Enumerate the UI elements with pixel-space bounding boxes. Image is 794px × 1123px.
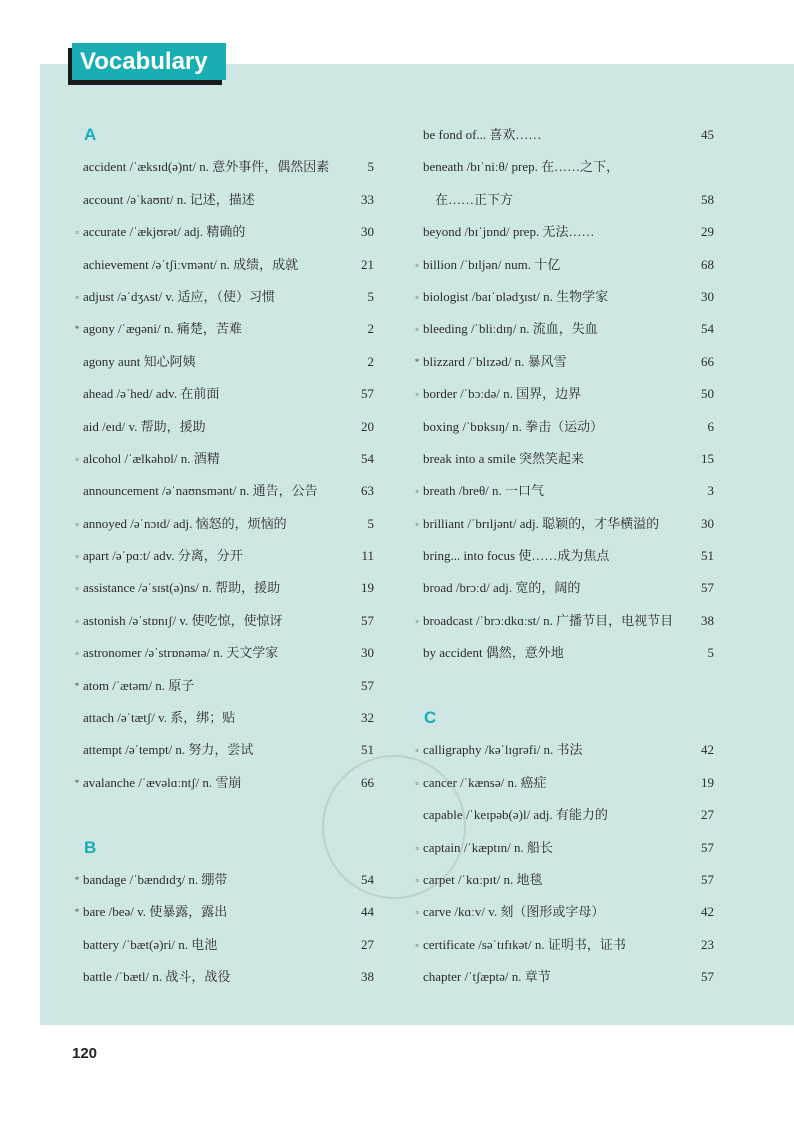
entry-marker-icon: ▫	[415, 907, 419, 918]
entry-marker-icon: *	[74, 907, 80, 918]
vocab-entry	[412, 443, 712, 475]
entry-marker-icon: ▫	[415, 389, 419, 400]
vocab-entry	[412, 249, 712, 281]
entry-text: achievement /əˈtʃiːvmənt/ n. 成绩，成就	[83, 256, 299, 272]
vocab-entry	[72, 151, 372, 183]
entry-marker-icon: ▫	[415, 777, 419, 788]
entry-marker-icon: ▫	[415, 486, 419, 497]
vocab-entry	[412, 961, 712, 993]
vocab-entry	[72, 216, 372, 248]
entry-text: bleeding /ˈbliːdɪŋ/ n. 流血，失血	[423, 321, 598, 337]
entry-page-number: 29	[701, 224, 714, 240]
vocab-entry	[72, 443, 372, 475]
entry-page-number: 57	[701, 839, 714, 855]
vocab-entry	[412, 929, 712, 961]
vocab-entry	[412, 216, 712, 248]
entry-page-number: 19	[701, 774, 714, 790]
entry-text: beyond /bɪˈjɒnd/ prep. 无法……	[423, 224, 595, 240]
vocab-entry	[412, 572, 712, 604]
entry-text: carpet /ˈkɑːpɪt/ n. 地毯	[423, 871, 543, 887]
section-gap	[412, 670, 712, 702]
entry-page-number: 5	[367, 515, 374, 531]
entry-page-number: 30	[701, 515, 714, 531]
entry-page-number: 27	[361, 936, 374, 952]
vocab-entry	[72, 540, 372, 572]
vocab-entry	[72, 184, 372, 216]
entry-text: brilliant /ˈbrɪljənt/ adj. 聪颖的，才华横溢的	[423, 515, 660, 531]
entry-text: account /əˈkaʊnt/ n. 记述，描述	[83, 191, 255, 207]
section-letter: C	[424, 708, 437, 728]
entry-text: biologist /baɪˈɒlədʒɪst/ n. 生物学家	[423, 288, 609, 304]
entry-page-number: 57	[701, 871, 714, 887]
vocab-entry	[72, 572, 372, 604]
entry-page-number: 66	[701, 353, 714, 369]
entry-page-number: 20	[361, 418, 374, 434]
entry-marker-icon: ▫	[75, 648, 79, 659]
vocab-entry	[412, 508, 712, 540]
entry-page-number: 57	[361, 386, 374, 402]
entry-text: ahead /əˈhed/ adv. 在前面	[83, 386, 220, 402]
entry-marker-icon: ▫	[75, 453, 79, 464]
vocab-entry	[412, 346, 712, 378]
entry-text: astonish /əˈstɒnɪʃ/ v. 使吃惊，使惊讶	[83, 612, 283, 628]
entry-text: cancer /ˈkænsə/ n. 癌症	[423, 774, 547, 790]
entry-page-number: 54	[361, 871, 374, 887]
entry-text: annoyed /əˈnɔɪd/ adj. 恼怒的，烦恼的	[83, 515, 287, 531]
vocab-entry	[72, 605, 372, 637]
entry-text: agony aunt 知心阿姨	[83, 353, 196, 369]
vocab-entry	[412, 799, 712, 831]
entry-page-number: 57	[361, 677, 374, 693]
entry-page-number: 5	[367, 288, 374, 304]
vocab-entry	[72, 508, 372, 540]
entry-page-number: 51	[361, 742, 374, 758]
entry-page-number: 68	[701, 256, 714, 272]
vocab-entry	[72, 929, 372, 961]
entry-marker-icon: ▫	[75, 291, 79, 302]
entry-page-number: 30	[701, 288, 714, 304]
entry-text: bandage /ˈbændɪdʒ/ n. 绷带	[83, 871, 228, 887]
vocab-entry	[72, 864, 372, 896]
entry-marker-icon: ▫	[75, 551, 79, 562]
entry-page-number: 50	[701, 386, 714, 402]
vocab-entry	[412, 281, 712, 313]
entry-page-number: 63	[361, 483, 374, 499]
entry-marker-icon: *	[74, 680, 80, 691]
entry-page-number: 45	[701, 127, 714, 142]
vocab-entry	[412, 864, 712, 896]
entry-text: captain /ˈkæptɪn/ n. 船长	[423, 839, 553, 855]
entry-marker-icon: ▫	[75, 615, 79, 626]
entry-page-number: 44	[361, 904, 374, 920]
entry-text: adjust /əˈdʒʌst/ v. 适应，（使）习惯	[83, 288, 275, 304]
vocab-entry	[412, 832, 712, 864]
vocab-entry	[412, 475, 712, 507]
entry-marker-icon: *	[74, 777, 80, 788]
vocab-entry	[72, 346, 372, 378]
entry-page-number: 38	[701, 612, 714, 628]
vocab-entry	[412, 411, 712, 443]
entry-text: attach /əˈtætʃ/ v. 系，绑；贴	[83, 710, 236, 726]
entry-marker-icon: *	[74, 324, 80, 335]
vocab-entry	[72, 702, 372, 734]
entry-text: 在……正下方	[435, 191, 514, 207]
vocabulary-column-right	[412, 119, 712, 994]
entry-marker-icon: ▫	[415, 518, 419, 529]
entry-text: boxing /ˈbɒksɪŋ/ n. 拳击（运动）	[423, 418, 604, 434]
vocab-entry	[412, 313, 712, 345]
entry-text: break into a smile 突然笑起来	[423, 450, 585, 466]
entry-marker-icon: ▫	[415, 842, 419, 853]
page-title: Vocabulary	[72, 43, 226, 80]
entry-marker-icon: ▫	[415, 745, 419, 756]
entry-text: announcement /əˈnaʊnsmənt/ n. 通告，公告	[83, 483, 318, 499]
entry-page-number: 42	[701, 742, 714, 758]
vocab-entry	[412, 151, 712, 183]
vocab-entry	[412, 540, 712, 572]
entry-text: avalanche /ˈævəlɑːntʃ/ n. 雪崩	[83, 774, 242, 790]
vocabulary-column-left	[72, 119, 372, 994]
vocab-entry	[412, 605, 712, 637]
entry-page-number: 54	[361, 450, 374, 466]
entry-text: billion /ˈbɪljən/ num. 十亿	[423, 256, 561, 272]
entry-page-number: 54	[701, 321, 714, 337]
entry-text: bring... into focus 使……成为焦点	[423, 548, 610, 564]
entry-page-number: 5	[707, 645, 714, 661]
entry-page-number: 32	[361, 710, 374, 726]
entry-page-number: 57	[701, 580, 714, 596]
entry-marker-icon: *	[74, 874, 80, 885]
vocab-entry	[72, 281, 372, 313]
entry-text: broad /brɔːd/ adj. 宽的，阔的	[423, 580, 581, 596]
entry-marker-icon: *	[414, 356, 420, 367]
entry-text: assistance /əˈsɪst(ə)ns/ n. 帮助，援助	[83, 580, 281, 596]
entry-page-number: 42	[701, 904, 714, 920]
entry-page-number: 66	[361, 774, 374, 790]
entry-text: accident /ˈæksɪd(ə)nt/ n. 意外事件，偶然因素	[83, 159, 330, 175]
vocab-entry	[412, 378, 712, 410]
vocab-entry	[72, 313, 372, 345]
entry-text: by accident 偶然，意外地	[423, 645, 564, 661]
entry-marker-icon: ▫	[415, 874, 419, 885]
vocab-entry	[72, 249, 372, 281]
entry-text: aid /eɪd/ v. 帮助，援助	[83, 418, 206, 434]
vocab-entry	[72, 637, 372, 669]
entry-page-number: 57	[361, 612, 374, 628]
vocab-entry	[412, 896, 712, 928]
entry-marker-icon: ▫	[75, 518, 79, 529]
entry-page-number: 2	[367, 353, 374, 369]
entry-text: be fond of... 喜欢……	[423, 127, 542, 142]
entry-marker-icon: ▫	[415, 939, 419, 950]
vocab-entry	[412, 637, 712, 669]
section-letter: B	[84, 837, 97, 857]
entry-page-number: 19	[361, 580, 374, 596]
entry-text: alcohol /ˈælkəhɒl/ n. 酒精	[83, 450, 220, 466]
entry-text: broadcast /ˈbrɔːdkɑːst/ n. 广播节目，电视节目	[423, 612, 674, 628]
entry-text: battery /ˈbæt(ə)ri/ n. 电池	[83, 936, 218, 952]
entry-marker-icon: ▫	[415, 291, 419, 302]
entry-page-number: 21	[361, 256, 374, 272]
entry-text: accurate /ˈækjʊrət/ adj. 精确的	[83, 224, 246, 240]
vocab-entry	[412, 734, 712, 766]
entry-marker-icon: ▫	[415, 615, 419, 626]
entry-text: capable /ˈkeɪpəb(ə)l/ adj. 有能力的	[423, 807, 608, 823]
entry-page-number: 33	[361, 191, 374, 207]
vocab-entry	[72, 411, 372, 443]
entry-page-number: 51	[701, 548, 714, 564]
entry-text: carve /kɑːv/ v. 刻（图形或字母）	[423, 904, 605, 920]
vocab-entry	[72, 475, 372, 507]
entry-text: breath /breθ/ n. 一口气	[423, 483, 545, 499]
entry-text: beneath /bɪˈniːθ/ prep. 在……之下，	[423, 159, 620, 175]
entry-marker-icon: ▫	[75, 227, 79, 238]
entry-page-number: 23	[701, 936, 714, 952]
entry-text: agony /ˈæɡəni/ n. 痛楚，苦难	[83, 321, 242, 337]
vocab-entry	[412, 119, 712, 151]
vocab-entry	[72, 670, 372, 702]
section-gap	[72, 799, 372, 831]
entry-page-number: 3	[707, 483, 714, 499]
entry-text: battle /ˈbætl/ n. 战斗，战役	[83, 969, 231, 985]
section-letter: A	[84, 125, 97, 144]
vocab-entry	[72, 734, 372, 766]
entry-text: calligraphy /kəˈlɪɡrəfi/ n. 书法	[423, 742, 583, 758]
entry-page-number: 11	[361, 548, 374, 564]
entry-page-number: 30	[361, 645, 374, 661]
entry-text: atom /ˈætəm/ n. 原子	[83, 677, 195, 693]
entry-text: apart /əˈpɑːt/ adv. 分离，分开	[83, 548, 243, 564]
vocab-entry-continuation	[412, 184, 712, 216]
entry-text: bare /beə/ v. 使暴露，露出	[83, 904, 228, 920]
entry-page-number: 30	[361, 224, 374, 240]
entry-page-number: 15	[701, 450, 714, 466]
entry-page-number: 38	[361, 969, 374, 985]
entry-page-number: 2	[367, 321, 374, 337]
entry-text: chapter /ˈtʃæptə/ n. 章节	[423, 969, 551, 985]
entry-page-number: 5	[367, 159, 374, 175]
page-number: 120	[72, 1045, 98, 1062]
entry-text: attempt /əˈtempt/ n. 努力，尝试	[83, 742, 254, 758]
entry-page-number: 58	[701, 191, 714, 207]
vocab-entry	[72, 767, 372, 799]
entry-marker-icon: ▫	[415, 324, 419, 335]
entry-text: blizzard /ˈblɪzəd/ n. 暴风雪	[423, 353, 567, 369]
vocab-entry	[412, 767, 712, 799]
vocab-entry	[72, 896, 372, 928]
entry-page-number: 27	[701, 807, 714, 823]
entry-marker-icon: ▫	[415, 259, 419, 270]
entry-text: certificate /səˈtɪfɪkət/ n. 证明书，证书	[423, 936, 626, 952]
entry-text: astronomer /əˈstrɒnəmə/ n. 天文学家	[83, 645, 279, 661]
entry-page-number: 6	[707, 418, 714, 434]
vocab-entry	[72, 961, 372, 993]
entry-text: border /ˈbɔːdə/ n. 国界，边界	[423, 386, 582, 402]
entry-marker-icon: ▫	[75, 583, 79, 594]
vocab-entry	[72, 378, 372, 410]
entry-page-number: 57	[701, 969, 714, 985]
